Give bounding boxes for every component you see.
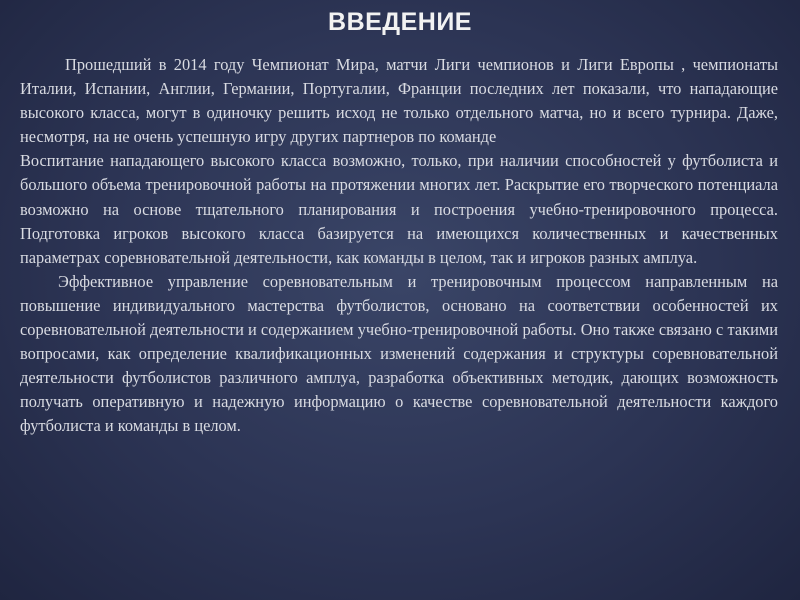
paragraph-training: Воспитание нападающего высокого класса возможно, только, при наличии способностей у футболиста и большого объема тренировочной работы на протяжении многих лет. Раскрытие его творческого потенциала возможно на основе тщательного планирования и построения учебно-тренировочного процесса. Подготовка игроков высокого класса базируется на имеющихся количественных и качественных параметрах соревновательной деятельности, как команды в целом, так и игроков разных амплуа. [20,151,778,267]
paragraph-management: Эффективное управление соревновательным и тренировочным процессом направленным на повышение индивидуального мастерства футболистов, основано на соответствии особенностей их соревновательной деятельности и содержанием учебно-тренировочной работы. Оно также связано с такими вопросами, как определение квалификационных изменений содержания и структуры соревновательной деятельности футболистов различного амплуа, разработка объективных методик, дающих возможность получать оперативную и надежную информацию о качестве соревновательной деятельности каждого футболиста и команды в целом. [20,271,778,436]
slide-body-text [20,53,778,439]
slide-title: ВВЕДЕНИЕ [328,8,472,36]
paragraph-intro: Прошедший в 2014 году Чемпионат Мира, матчи Лиги чемпионов и Лиги Европы , чемпионаты Италии, Испании, Англии, Германии, Португалии, Франции последних лет показали, что нападающие высокого класса, могут в одиночку решить исход не только отдельного матча, но и всего турнира. Даже, несмотря, на не очень успешную игру других партнеров по команде [20,55,778,147]
